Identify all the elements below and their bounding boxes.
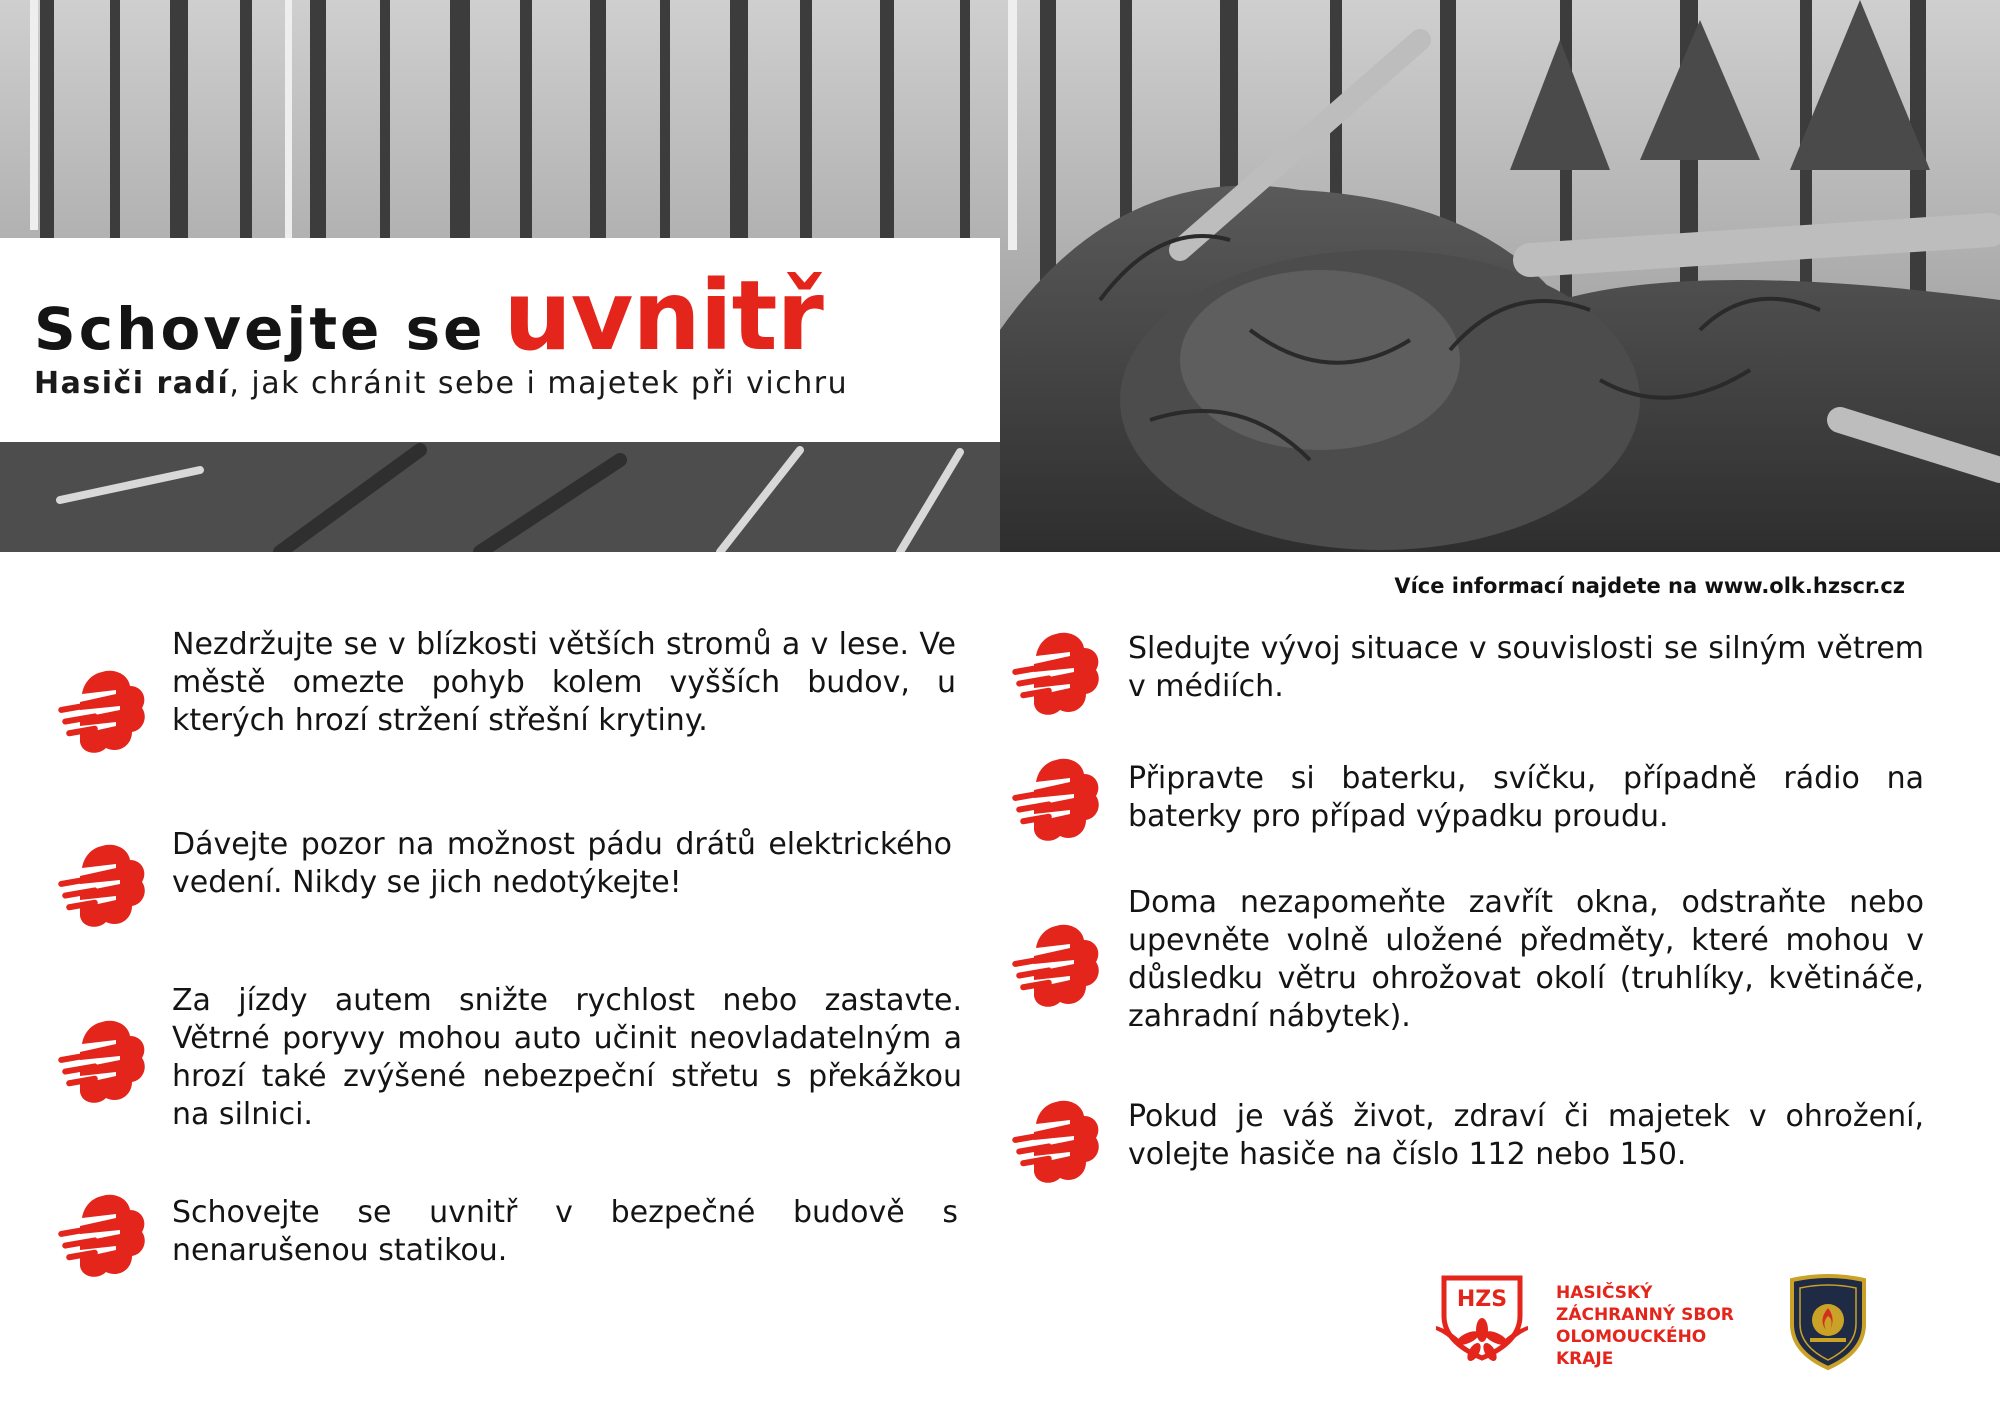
tip-left-1: Nezdržujte se v blízkosti větších stromů a v lese. Ve městě omezte pohyb kolem vyšších budov, u kterých hrozí stržení střešní krytiny. — [172, 627, 956, 738]
page-title — [34, 260, 823, 372]
more-info-link-text: Více informací najdete na www.olk.hzscr.cz — [1394, 574, 1905, 598]
org-name-line: OLOMOUCKÉHO — [1556, 1327, 1707, 1347]
wind-icon — [1010, 918, 1102, 1010]
subtitle — [34, 366, 848, 401]
org-name-line: ZÁCHRANNÝ SBOR — [1556, 1305, 1734, 1325]
subtitle-bold: Hasiči radí — [34, 366, 230, 401]
tip-left-4: Schovejte se uvnitř v bezpečné budově s nenarušenou statikou. — [172, 1195, 958, 1268]
org-name-line: HASIČSKÝ — [1556, 1283, 1653, 1303]
org-name-line: KRAJE — [1556, 1349, 1614, 1369]
org-name — [1556, 1282, 1734, 1370]
tip-right-2: Připravte si baterku, svíčku, případně rádio na baterky pro případ výpadku proudu. — [1128, 761, 1924, 834]
wind-icon — [56, 838, 148, 930]
wind-icon — [1010, 626, 1102, 718]
hero-photo — [0, 0, 2000, 552]
tip-left-3: Za jízdy autem snižte rychlost nebo zastavte. Větrné poryvy mohou auto učinit neovladatelným a hrozí také zvýšené nebezpeční střetu s překážkou na silnici. — [172, 983, 962, 1132]
title-highlight: uvnitř — [503, 260, 823, 372]
hzs-logo-text: HZS — [1456, 1287, 1508, 1312]
subtitle-rest: , jak chránit sebe i majetek při vichru — [229, 366, 849, 401]
tip-right-3: Doma nezapomeňte zavřít okna, odstraňte nebo upevněte volně uložené předměty, které mohou v důsledku větru ohrožovat okolí (truhlíky, květináče, zahradní nábytek). — [1128, 885, 1924, 1034]
wind-icon — [1010, 1094, 1102, 1186]
tip-right-1: Sledujte vývoj situace v souvislosti se silným větrem v médiích. — [1128, 631, 1924, 704]
tip-right-4: Pokud je váš život, zdraví či majetek v ohrožení, volejte hasiče na číslo 112 nebo 150. — [1128, 1099, 1924, 1172]
wind-icon — [56, 1014, 148, 1106]
wind-icon — [1010, 752, 1102, 844]
title-prefix: Schovejte se — [34, 295, 486, 363]
hzs-logo — [1436, 1272, 1528, 1372]
wind-icon — [56, 1188, 148, 1280]
tip-left-2: Dávejte pozor na možnost pádu drátů elektrického vedení. Nikdy se jich nedotýkejte! — [172, 827, 952, 900]
title-panel — [0, 238, 1000, 442]
fire-rescue-badge-icon — [1786, 1272, 1870, 1372]
wind-icon — [56, 664, 148, 756]
